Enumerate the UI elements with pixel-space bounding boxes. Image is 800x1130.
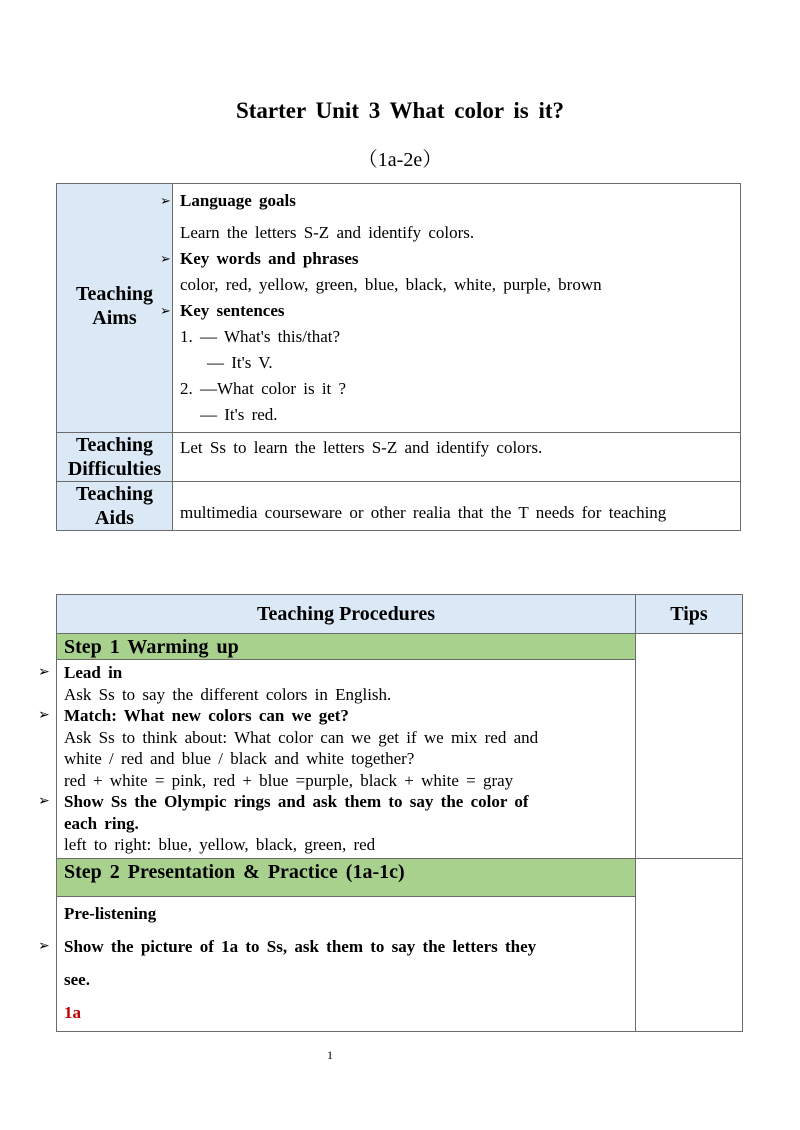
label-1a: 1a [64, 1002, 81, 1022]
teaching-difficulties-text: Let Ss to learn the letters S-Z and identify colors. [173, 433, 741, 482]
match-answer: red + white = pink, red + blue =purple, black + white = gray [64, 770, 514, 790]
bullet-icon: ➢ [38, 708, 50, 723]
step-1-title: Step 1 Warming up [57, 634, 636, 660]
page-subtitle: （1a-2e） [357, 149, 443, 171]
key-sentences-heading: Key sentences [180, 301, 285, 320]
teaching-aims-label-cell [57, 184, 173, 433]
show-picture-line-2: see. [64, 969, 90, 989]
lead-in-heading: Lead in [64, 663, 123, 682]
match-heading: Match: What new colors can we get? [64, 706, 349, 725]
bullet-icon: ➢ [38, 665, 50, 680]
key-words-heading: Key words and phrases [180, 249, 359, 268]
sentence-2-question: 2. —What color is it ? [180, 379, 347, 398]
teaching-aims-table [56, 183, 741, 531]
page-title: Starter Unit 3 What color is it? [235, 98, 565, 123]
match-text-line-2: white / red and blue / black and white together? [64, 749, 415, 768]
language-goals-heading: Language goals [180, 191, 296, 210]
sentence-1-answer: — It's V. [207, 353, 273, 372]
step-2-title: Step 2 Presentation & Practice (1a-1c) [57, 858, 636, 896]
sentence-1-question: 1. — What's this/that? [180, 327, 341, 346]
bullet-icon: ➢ [160, 193, 171, 208]
step-2-content [38, 896, 636, 1031]
page-number: 1 [327, 1048, 333, 1062]
pre-listening-heading: Pre-listening [64, 903, 157, 923]
teaching-aids-label: Teaching Aids [57, 482, 173, 531]
tips-cell-2 [636, 858, 743, 1031]
bullet-icon: ➢ [38, 794, 50, 809]
key-words-text: color, red, yellow, green, blue, black, white, purple, brown [180, 275, 602, 294]
rings-heading-line-2: each ring. [64, 813, 139, 833]
procedures-header: Teaching Procedures [57, 595, 636, 634]
language-goals-text: Learn the letters S-Z and identify colors. [180, 223, 475, 242]
step-1-content [38, 660, 636, 859]
show-picture-line-1: Show the picture of 1a to Ss, ask them to say the letters they [64, 936, 537, 956]
bullet-icon: ➢ [38, 938, 50, 954]
rings-heading-line-1: Show Ss the Olympic rings and ask them to say the color of [64, 792, 529, 811]
bullet-icon: ➢ [160, 251, 171, 266]
teaching-aids-text: multimedia courseware or other realia that the T needs for teaching [173, 482, 741, 531]
sentence-2-answer: — It's red. [200, 405, 278, 424]
tips-header: Tips [636, 595, 743, 634]
bullet-icon: ➢ [160, 303, 171, 318]
teaching-aims-content [160, 184, 741, 433]
tips-cell-1 [636, 634, 743, 859]
teaching-procedures-table [38, 594, 743, 1032]
match-text-line-1: Ask Ss to think about: What color can we get if we mix red and [64, 727, 539, 747]
rings-answer: left to right: blue, yellow, black, green, red [64, 835, 376, 854]
teaching-difficulties-label: Teaching Difficulties [57, 433, 173, 482]
teaching-aims-label: Teaching Aims [75, 283, 154, 329]
lead-in-text: Ask Ss to say the different colors in English. [64, 684, 392, 704]
